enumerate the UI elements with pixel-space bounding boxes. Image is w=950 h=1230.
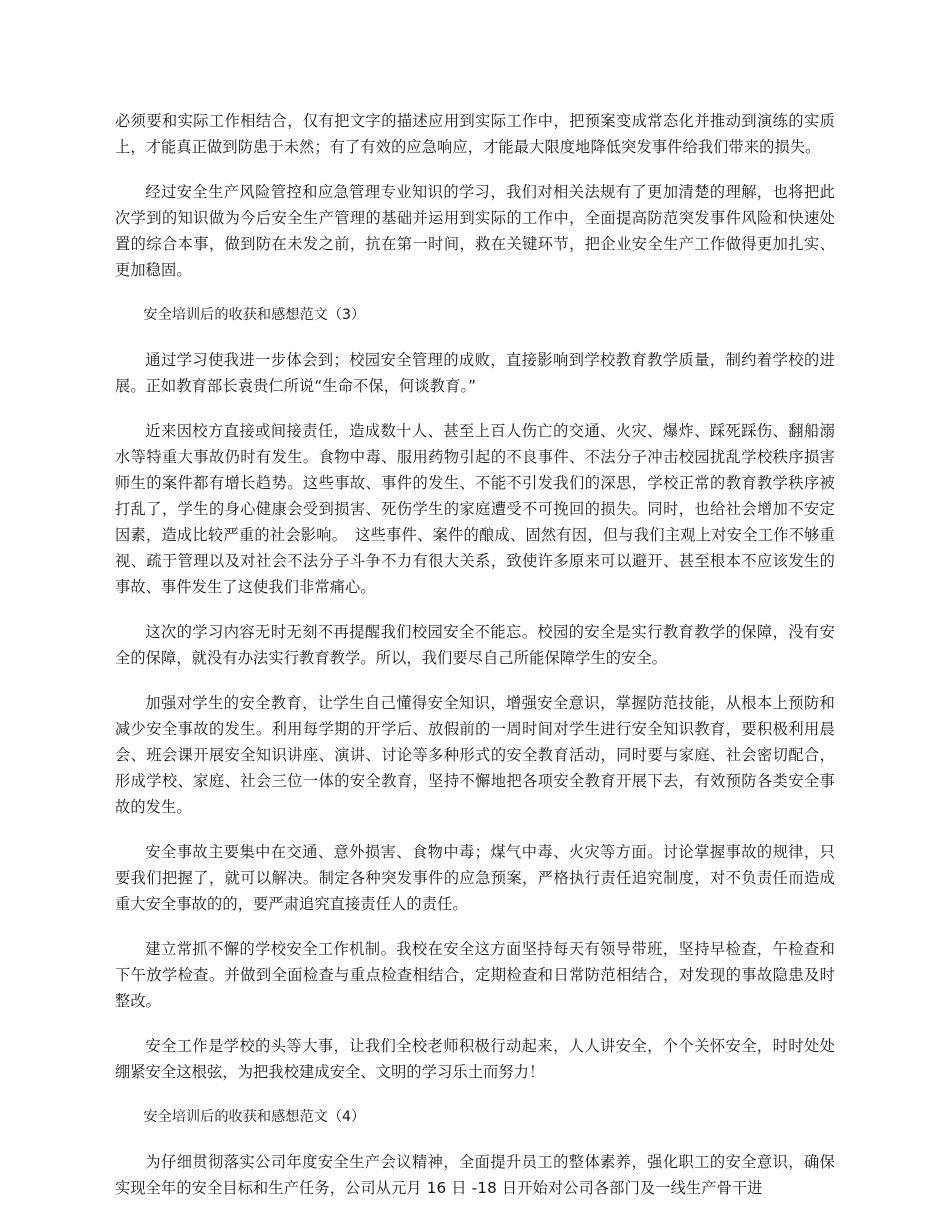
paragraph: 这次的学习内容无时无刻不再提醒我们校园安全不能忘。校园的安全是实行教育教学的保障，没有安全的保障，就没有办法实行教育教学。所以，我们要尽自己所能保障学生的安全。 bbox=[115, 623, 835, 667]
paragraph: 通过学习使我进一步体会到；校园安全管理的成败，直接影响到学校教育教学质量，制约着学校的进展。正如教育部长袁贵仁所说“生命不保，何谈教育。” bbox=[115, 351, 835, 395]
paragraph: 为仔细贯彻落实公司年度安全生产会议精神，全面提升员工的整体素养，强化职工的安全意识，确保实现全年的安全目标和生产任务，公司从元月 16 日 -18 日开始对公司各部门及一线生产骨干进 bbox=[115, 1153, 835, 1197]
paragraph: 近来因校方直接或间接责任，造成数十人、甚至上百人伤亡的交通、火灾、爆炸、踩死踩伤、翻船溺水等特重大事故仍时有发生。食物中毒、服用药物引起的不良事件、不法分子冲击校园扰乱学校秩序损害师生的案件都有增长趋势。这些事故、事件的发生、不能不引发我们的深思，学校正常的教育教学秩序被打乱了，学生的身心健康会受到损害、死伤学生的家庭遭受不可挽回的损失。同时，也给社会增加不安定因素，造成比较严重的社会影响。 这些事件、案件的酿成、固然有因，但与我们主观上对安全工作不够重视、疏于管理以及对社会不法分子斗争不力有很大关系，致使许多原来可以避开、甚至根本不应该发生的事故、事件发生了这使我们非常痛心。 bbox=[115, 422, 835, 596]
paragraph: 安全事故主要集中在交通、意外损害、食物中毒；煤气中毒、火灾等方面。讨论掌握事故的规律，只要我们把握了，就可以解决。制定各种突发事件的应急预案，严格执行责任追究制度，对不负责任而造成重大安全事故的的，要严肃追究直接责任人的责任。 bbox=[115, 843, 835, 913]
section-heading-4: 安全培训后的收获和感想范文（4） bbox=[143, 1109, 366, 1125]
paragraph-continuation: 必须要和实际工作相结合，仅有把文字的描述应用到实际工作中，把预案变成常态化并推动到演练的实质上，才能真正做到防患于未然；有了有效的应急响应，才能最大限度地降低突发事件给我们带来的损失。 bbox=[115, 112, 835, 156]
paragraph: 安全工作是学校的头等大事，让我们全校老师积极行动起来，人人讲安全，个个关怀安全，时时处处绷紧安全这根弦，为把我校建成安全、文明的学习乐土而努力！ bbox=[115, 1037, 835, 1081]
document-page bbox=[115, 108, 835, 1220]
paragraph: 建立常抓不懈的学校安全工作机制。我校在安全这方面坚持每天有领导带班，坚持早检查，午检查和下午放学检查。并做到全面检查与重点检查相结合，定期检查和日常防范相结合，对发现的事故隐患及时整改。 bbox=[115, 940, 835, 1010]
paragraph: 经过安全生产风险管控和应急管理专业知识的学习，我们对相关法规有了更加清楚的理解，也将把此次学到的知识做为今后安全生产管理的基础并运用到实际的工作中，全面提高防范突发事件风险和快速处置的综合本事，做到防在未发之前，抗在第一时间，救在关键环节，把企业安全生产工作做得更加扎实、更加稳固。 bbox=[115, 183, 835, 279]
section-heading-3: 安全培训后的收获和感想范文（3） bbox=[143, 307, 366, 323]
paragraph: 加强对学生的安全教育，让学生自己懂得安全知识，增强安全意识，掌握防范技能，从根本上预防和减少安全事故的发生。利用每学期的开学后、放假前的一周时间对学生进行安全知识教育，要积极利用晨会、班会课开展安全知识讲座、演讲、讨论等多种形式的安全教育活动，同时要与家庭、社会密切配合，形成学校、家庭、社会三位一体的安全教育，坚持不懈地把各项安全教育开展下去，有效预防各类安全事故的发生。 bbox=[115, 694, 835, 816]
